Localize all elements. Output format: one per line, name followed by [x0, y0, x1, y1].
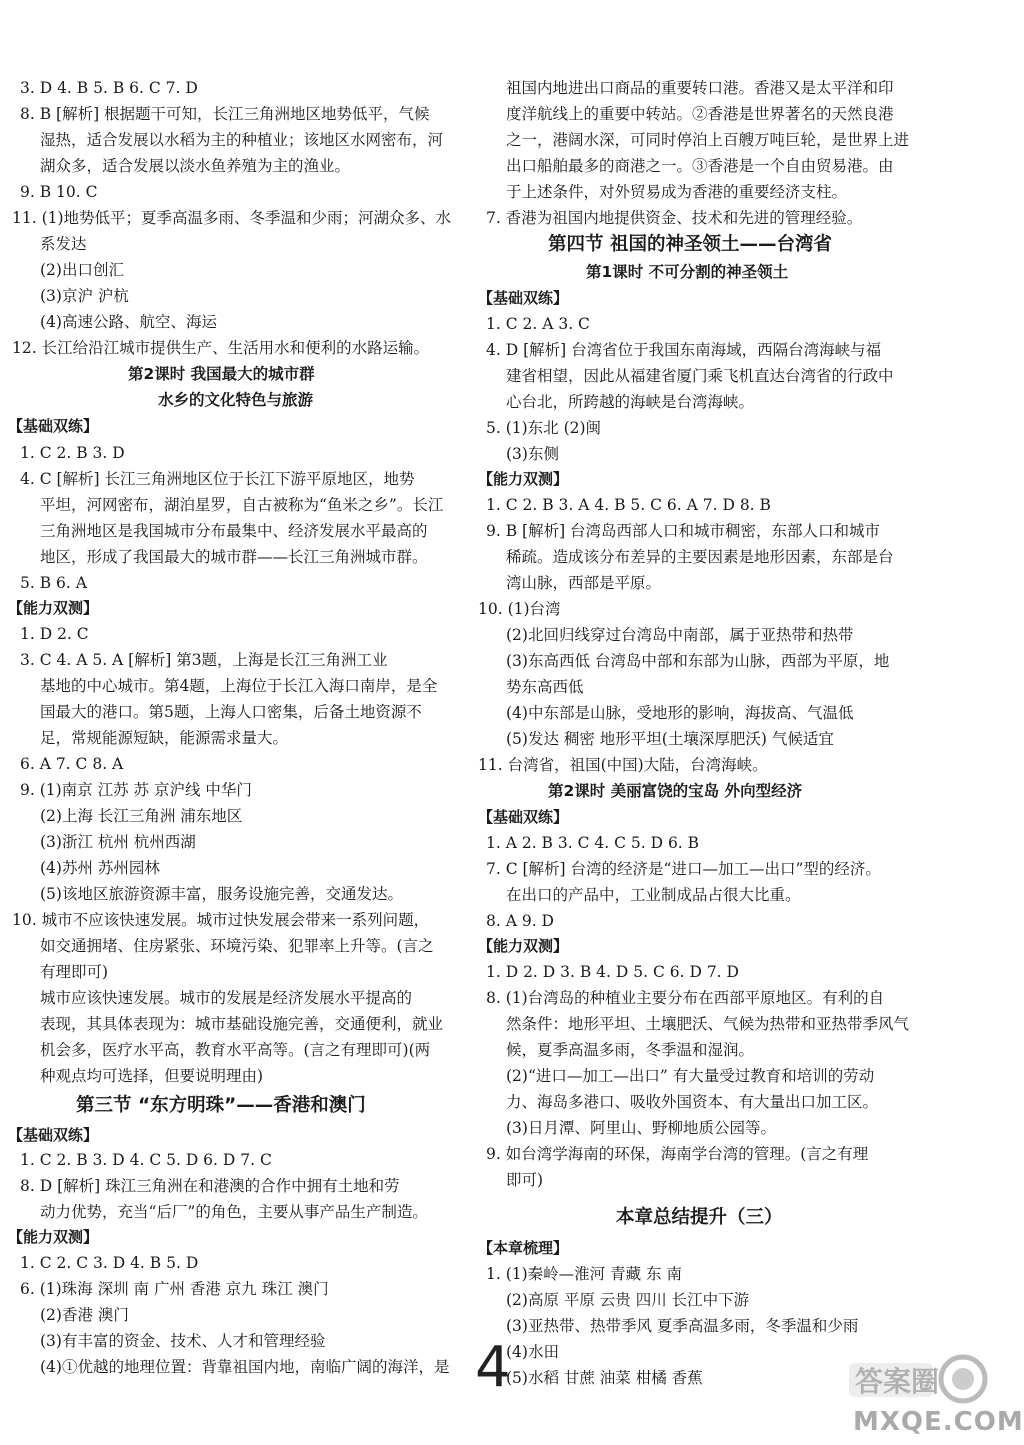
section-heading: 第四节 祖国的神圣领土——台湾省	[548, 234, 832, 255]
answer-line: 湿热，适合发展以水稻为主的种植业；该地区水网密布，河	[40, 131, 444, 149]
answer-line: (3)亚热带、热带季风 夏季高温多雨，冬季温和少雨	[506, 1317, 859, 1335]
answer-line: (4)苏州 苏州园林	[40, 859, 160, 877]
section-label: 【基础双练】	[8, 417, 99, 435]
answer-line: 9. B 10. C	[20, 183, 98, 201]
answer-line: 有理即可)	[40, 963, 109, 981]
section-label: 【能力双测】	[8, 1228, 99, 1246]
answer-line: (3)日月潭、阿里山、野柳地质公园等。	[506, 1119, 776, 1137]
answer-line: (2)北回归线穿过台湾岛中南部，属于亚热带和热带	[506, 626, 854, 644]
answer-line: 建省相望，因此从福建省厦门乘飞机直达台湾省的行政中	[506, 367, 894, 385]
answer-line: 1. D 2. C	[20, 625, 89, 643]
answer-line: 8. A 9. D	[486, 912, 554, 930]
answer-line: 4. C [解析] 长江三角洲地区位于长江下游平原地区，地势	[20, 470, 415, 488]
answer-line: 6. A 7. C 8. A	[20, 755, 124, 773]
answer-line: (2)“进口—加工—出口” 有大量受过教育和培训的劳动	[506, 1067, 875, 1085]
lesson-heading: 第2课时 我国最大的城市群	[128, 365, 315, 383]
answer-line: (3)东侧	[506, 445, 559, 463]
answer-line: 之一，港阔水深，可同时停泊上百艘万吨巨轮，是世界上进	[506, 131, 910, 149]
answer-line: 出口船舶最多的商港之一。③香港是一个自由贸易港。由	[506, 157, 894, 175]
answer-line: 国最大的港口。第5题，上海人口密集，后备土地资源不	[40, 703, 422, 721]
answer-line: 三角洲地区是我国城市分布最集中、经济发展水平最高的	[40, 522, 428, 540]
answer-line: 8. (1)台湾岛的种植业主要分布在西部平原地区。有利的自	[486, 989, 885, 1007]
watermark-logo-text: 答案圈	[855, 1365, 940, 1398]
answer-line: 10. 城市不应该快速发展。城市过快发展会带来一系列问题，	[12, 911, 430, 929]
answer-line: 表现，其具体表现为：城市基础设施完善，交通便利，就业	[40, 1015, 444, 1033]
answer-line: 足，常规能源短缺，能源需求量大。	[40, 729, 289, 747]
answer-line: 湾山脉，西部是平原。	[506, 574, 662, 592]
lesson-heading: 水乡的文化特色与旅游	[158, 391, 314, 409]
answer-line: 11. 台湾省，祖国(中国)大陆，台湾海峡。	[478, 756, 768, 774]
section-heading: 本章总结提升（三）	[616, 1207, 783, 1228]
answer-line: 于上述条件，对外贸易成为香港的重要经济支柱。	[506, 183, 848, 201]
answer-line: 7. 香港为祖国内地提供资金、技术和先进的管理经验。	[486, 209, 863, 227]
answer-line: 9. B [解析] 台湾岛西部人口和城市稠密，东部人口和城市	[486, 522, 881, 540]
answer-line: (2)上海 长江三角洲 浦东地区	[40, 807, 243, 825]
answer-line: 1. C 2. C 3. D 4. B 5. D	[20, 1254, 199, 1272]
answer-line: (4)①优越的地理位置：背靠祖国内地，南临广阔的海洋，是	[40, 1358, 450, 1376]
answer-line: 如交通拥堵、住房紧张、环境污染、犯罪率上升等。(言之	[40, 937, 434, 955]
answer-line: (3)京沪 沪杭	[40, 287, 129, 305]
answer-line: 基地的中心城市。第4题，上海位于长江入海口南岸，是全	[40, 677, 438, 695]
section-label: 【能力双测】	[478, 470, 569, 488]
answer-line: (4)中东部是山脉，受地形的影响，海拔高、气温低	[506, 704, 854, 722]
answer-line: 1. C 2. B 3. D	[20, 444, 125, 462]
answer-line: (5)水稻 甘蔗 油菜 柑橘 香蕉	[506, 1369, 703, 1387]
answer-line: 1. C 2. B 3. A 4. B 5. C 6. A 7. D 8. B	[486, 496, 771, 514]
answer-line: 度洋航线上的重要中转站。②香港是世界著名的天然良港	[506, 105, 894, 123]
section-label: 【能力双测】	[478, 937, 569, 955]
answer-line: 势东高西低	[506, 678, 584, 696]
answer-line: (3)东高西低 台湾岛中部和东部为山脉，西部为平原，地	[506, 652, 890, 670]
answer-line: 心台北，所跨越的海峡是台湾海峡。	[506, 393, 755, 411]
answer-line: 城市应该快速发展。城市的发展是经济发展水平提高的	[40, 989, 413, 1007]
watermark-url: MXQE.COM	[853, 1407, 1024, 1437]
answer-line: 系发达	[40, 235, 87, 253]
answer-line: 10. (1)台湾	[478, 600, 561, 618]
answer-line: 然条件：地形平坦、土壤肥沃、气候为热带和亚热带季风气	[506, 1015, 910, 1033]
watermark	[835, 1345, 1024, 1441]
answer-line: 3. D 4. B 5. B 6. C 7. D	[20, 79, 198, 97]
answer-line: 候，夏季高温多雨，冬季温和湿润。	[506, 1041, 755, 1059]
answer-line: 6. (1)珠海 深圳 南 广州 香港 京九 珠江 澳门	[20, 1280, 329, 1298]
answer-line: 8. B [解析] 根据题干可知，长江三角洲地区地势低平，气候	[20, 105, 430, 123]
answer-line: 1. C 2. B 3. D 4. C 5. D 6. D 7. C	[20, 1151, 272, 1169]
answer-line: 祖国内地进出口商品的重要转口港。香港又是太平洋和印	[506, 79, 894, 97]
answer-line: (5)该地区旅游资源丰富，服务设施完善，交通发达。	[40, 885, 403, 903]
answer-line: (2)出口创汇	[40, 261, 124, 279]
answer-line: 11. (1)地势低平；夏季高温多雨、冬季温和少雨；河湖众多、水	[12, 209, 452, 227]
answer-line: 在出口的产品中，工业制成品占很大比重。	[506, 886, 801, 904]
answer-line: 即可)	[506, 1171, 544, 1189]
answer-line: 12. 长江给沿江城市提供生产、生活用水和便利的水路运输。	[12, 339, 430, 357]
answer-line: (5)发达 稠密 地形平坦(土壤深厚肥沃) 气候适宜	[506, 730, 834, 748]
answer-line: 稀疏。造成该分布差异的主要因素是地形因素，东部是台	[506, 548, 894, 566]
answer-line: (4)高速公路、航空、海运	[40, 313, 217, 331]
answer-line: 5. (1)东北 (2)闽	[486, 419, 602, 437]
answer-line: (3)浙江 杭州 杭州西湖	[40, 833, 196, 851]
answer-line: 机会多，医疗水平高，教育水平高等。(言之有理即可)(两	[40, 1041, 431, 1059]
answer-line: (4)水田	[506, 1343, 559, 1361]
lesson-heading: 第2课时 美丽富饶的宝岛 外向型经济	[548, 782, 803, 800]
section-heading: 第三节 “东方明珠”——香港和澳门	[76, 1095, 366, 1116]
lesson-heading: 第1课时 不可分割的神圣领土	[586, 263, 789, 281]
answer-line: 1. D 2. D 3. B 4. D 5. C 6. D 7. D	[486, 963, 739, 981]
section-label: 【本章梳理】	[478, 1239, 569, 1257]
answer-line: 9. (1)南京 江苏 苏 京沪线 中华门	[20, 781, 252, 799]
answer-line: 1. C 2. A 3. C	[486, 315, 590, 333]
answer-line: (3)有丰富的资金、技术、人才和管理经验	[40, 1332, 326, 1350]
answer-line: 3. C 4. A 5. A [解析] 第3题，上海是长江三角洲工业	[20, 651, 388, 669]
page-number: 4	[475, 1335, 511, 1400]
answer-line: 5. B 6. A	[20, 574, 87, 592]
answer-line: 湖众多，适合发展以淡水鱼养殖为主的渔业。	[40, 157, 351, 175]
answer-line: 种观点均可选择，但要说明理由)	[40, 1067, 264, 1085]
answer-line: 1. A 2. B 3. C 4. C 5. D 6. B	[486, 834, 700, 852]
section-label: 【基础双练】	[8, 1126, 99, 1144]
answer-line: 地区，形成了我国最大的城市群——长江三角洲城市群。	[40, 548, 428, 566]
answer-line: 9. 如台湾学海南的环保，海南学台湾的管理。(言之有理	[486, 1145, 869, 1163]
answer-line: (2)高原 平原 云贵 四川 长江中下游	[506, 1291, 750, 1309]
section-label: 【基础双练】	[478, 808, 569, 826]
answer-line: 力、海岛多港口、吸收外国资本、有大量出口加工区。	[506, 1093, 879, 1111]
answer-line: 7. C [解析] 台湾的经济是“进口—加工—出口”型的经济。	[486, 860, 881, 878]
answer-line: 4. D [解析] 台湾省位于我国东南海域，西隔台湾海峡与福	[486, 341, 882, 359]
section-label: 【基础双练】	[478, 289, 569, 307]
answer-line: 8. D [解析] 珠江三角洲在和港澳的合作中拥有土地和劳	[20, 1177, 400, 1195]
answer-line: 动力优势，充当“后厂”的角色，主要从事产品生产制造。	[40, 1203, 428, 1221]
answer-line: 平坦，河网密布，湖泊星罗，自古被称为“鱼米之乡”。长江	[40, 496, 444, 514]
answer-line: (2)香港 澳门	[40, 1306, 129, 1324]
answer-line: 1. (1)秦岭—淮河 青藏 东 南	[486, 1265, 682, 1283]
section-label: 【能力双测】	[8, 599, 99, 617]
